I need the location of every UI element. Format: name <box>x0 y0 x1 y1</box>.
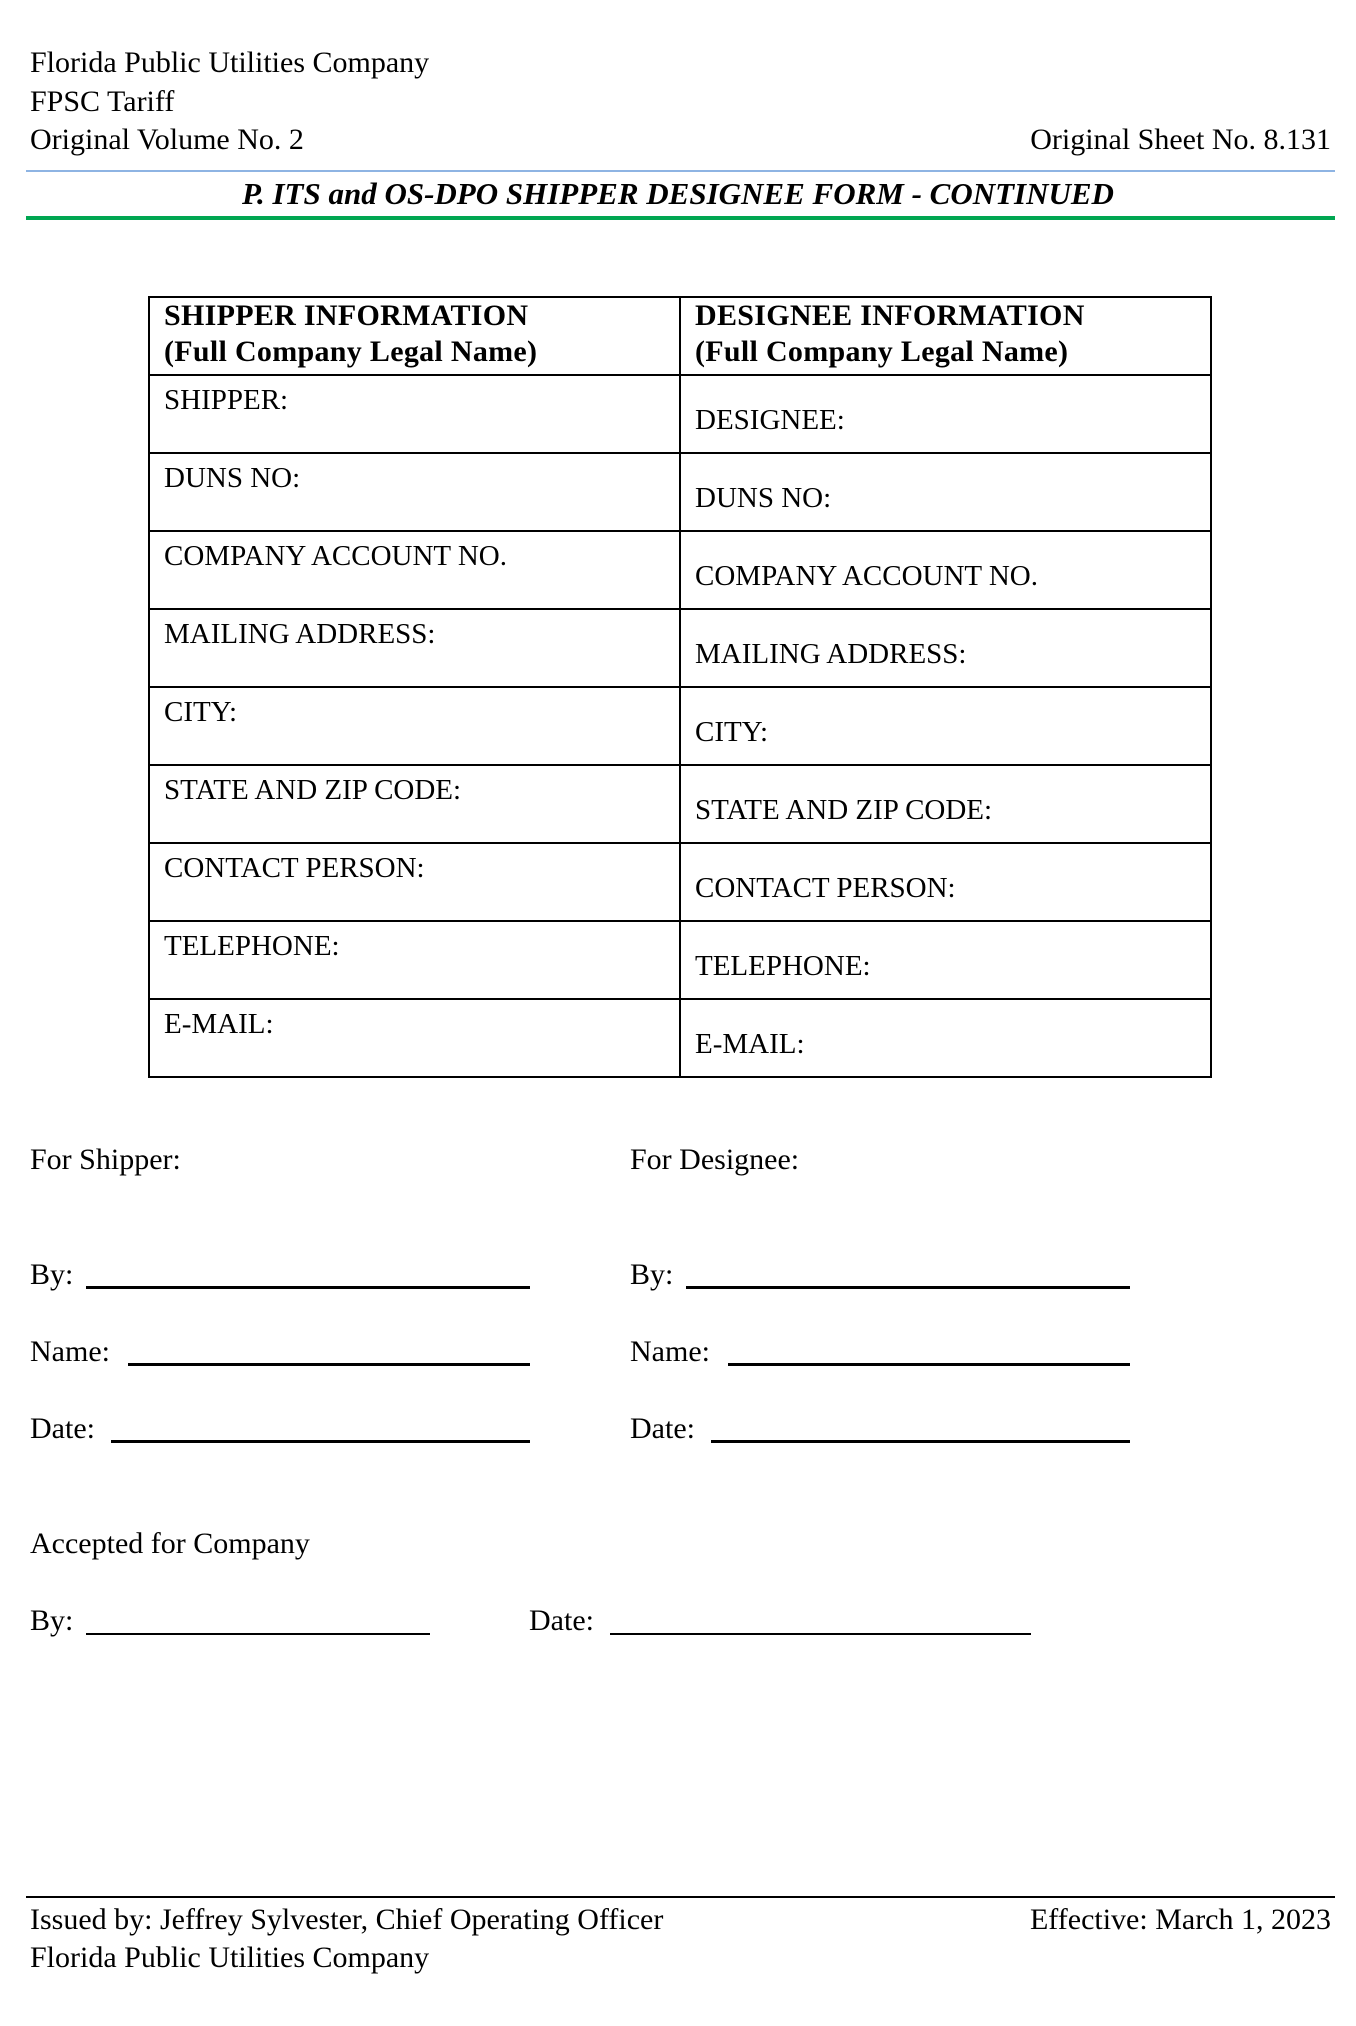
shipper-header-title: SHIPPER INFORMATION <box>164 299 529 332</box>
accepted-by-signature-line[interactable] <box>86 1633 430 1635</box>
designee-field-label: E-MAIL: <box>695 1028 805 1060</box>
table-row <box>149 531 1211 609</box>
header-rule-blue <box>26 170 1335 172</box>
shipper-header-subtitle: (Full Company Legal Name) <box>164 335 538 368</box>
table-header-row <box>149 297 1211 375</box>
designee-field-label: CONTACT PERSON: <box>695 872 956 904</box>
footer-rule <box>26 1896 1335 1898</box>
shipper-field-cell[interactable] <box>149 375 680 453</box>
shipper-field-label: MAILING ADDRESS: <box>164 618 436 650</box>
designee-field-cell[interactable] <box>680 999 1211 1077</box>
header-company: Florida Public Utilities Company <box>30 46 430 79</box>
shipper-field-cell[interactable] <box>149 843 680 921</box>
shipper-by-label: By: <box>30 1258 74 1291</box>
table-row <box>149 375 1211 453</box>
accepted-date-line[interactable] <box>610 1633 1031 1635</box>
shipper-field-cell[interactable] <box>149 531 680 609</box>
shipper-field-label: TELEPHONE: <box>164 930 340 962</box>
shipper-field-label: COMPANY ACCOUNT NO. <box>164 540 507 572</box>
shipper-name-label: Name: <box>30 1335 110 1368</box>
shipper-field-label: STATE AND ZIP CODE: <box>164 774 462 806</box>
for-designee-label: For Designee: <box>630 1143 800 1176</box>
shipper-field-cell[interactable] <box>149 687 680 765</box>
footer-company: Florida Public Utilities Company <box>30 1941 430 1974</box>
shipper-info-header <box>149 297 680 375</box>
designee-name-line[interactable] <box>728 1363 1130 1366</box>
designee-field-cell[interactable] <box>680 687 1211 765</box>
table-row <box>149 609 1211 687</box>
table-row <box>149 453 1211 531</box>
designee-date-line[interactable] <box>711 1440 1130 1443</box>
designee-field-label: CITY: <box>695 716 769 748</box>
designee-field-cell[interactable] <box>680 375 1211 453</box>
table-row <box>149 843 1211 921</box>
shipper-field-label: CONTACT PERSON: <box>164 852 425 884</box>
designee-name-label: Name: <box>630 1335 710 1368</box>
shipper-date-line[interactable] <box>111 1440 530 1443</box>
designee-field-cell[interactable] <box>680 453 1211 531</box>
table-row <box>149 999 1211 1077</box>
shipper-name-line[interactable] <box>128 1363 530 1366</box>
accepted-date-label: Date: <box>529 1604 594 1637</box>
header-sheet-number: Original Sheet No. 8.131 <box>1030 123 1331 156</box>
designee-by-label: By: <box>630 1258 674 1291</box>
shipper-field-cell[interactable] <box>149 453 680 531</box>
designee-field-cell[interactable] <box>680 921 1211 999</box>
designee-field-cell[interactable] <box>680 843 1211 921</box>
designee-header-subtitle: (Full Company Legal Name) <box>695 335 1069 368</box>
designee-by-signature-line[interactable] <box>686 1286 1130 1289</box>
shipper-field-label: SHIPPER: <box>164 384 289 416</box>
designee-field-label: TELEPHONE: <box>695 950 871 982</box>
designee-field-label: STATE AND ZIP CODE: <box>695 794 993 826</box>
designee-field-label: DESIGNEE: <box>695 404 845 436</box>
designee-field-label: MAILING ADDRESS: <box>695 638 967 670</box>
designee-info-header <box>680 297 1211 375</box>
accepted-for-company-label: Accepted for Company <box>30 1527 310 1560</box>
table-row <box>149 921 1211 999</box>
designee-date-label: Date: <box>630 1412 695 1445</box>
header-rule-green <box>26 216 1335 220</box>
footer-issued-by: Issued by: Jeffrey Sylvester, Chief Operating Officer <box>30 1903 664 1936</box>
designee-field-cell[interactable] <box>680 609 1211 687</box>
header-tariff: FPSC Tariff <box>30 85 175 118</box>
page-title: P. ITS and OS-DPO SHIPPER DESIGNEE FORM - CONTINUED <box>242 176 1114 211</box>
shipper-field-cell[interactable] <box>149 765 680 843</box>
table-row <box>149 765 1211 843</box>
shipper-by-signature-line[interactable] <box>86 1286 530 1289</box>
accepted-by-label: By: <box>30 1604 74 1637</box>
shipper-field-cell[interactable] <box>149 609 680 687</box>
header-volume: Original Volume No. 2 <box>30 123 304 156</box>
shipper-field-label: DUNS NO: <box>164 462 301 494</box>
designee-field-cell[interactable] <box>680 765 1211 843</box>
shipper-field-cell[interactable] <box>149 999 680 1077</box>
designee-field-cell[interactable] <box>680 531 1211 609</box>
footer-effective-date: Effective: March 1, 2023 <box>1029 1903 1331 1936</box>
shipper-field-cell[interactable] <box>149 921 680 999</box>
designee-field-label: DUNS NO: <box>695 482 832 514</box>
shipper-date-label: Date: <box>30 1412 95 1445</box>
table-row <box>149 687 1211 765</box>
designee-header-title: DESIGNEE INFORMATION <box>695 299 1085 332</box>
designee-info-table <box>148 296 1212 1078</box>
shipper-field-label: E-MAIL: <box>164 1008 274 1040</box>
shipper-field-label: CITY: <box>164 696 238 728</box>
for-shipper-label: For Shipper: <box>30 1143 181 1176</box>
designee-field-label: COMPANY ACCOUNT NO. <box>695 560 1038 592</box>
